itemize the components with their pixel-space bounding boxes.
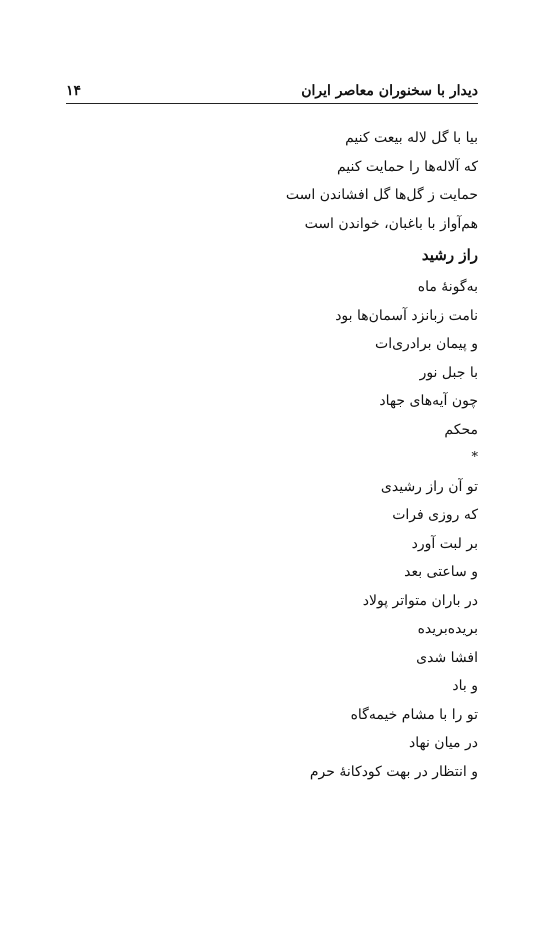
poem-line: محکم (444, 421, 478, 438)
poem-line: بر لبت آورد (411, 535, 478, 552)
poem-line: که روزی فرات (392, 507, 478, 523)
poem-line: افشا شدی (416, 649, 478, 666)
poem-line: حمایت ز گل‌ها گل افشاندن است (285, 187, 478, 203)
poem-line: بریده‌بریده (417, 621, 478, 637)
poem-line: نامت زبانزد آسمان‌ها بود (335, 307, 478, 324)
poem-line: و پیمان برادری‌ات (375, 336, 478, 352)
poem-line: در میان نهاد (408, 735, 478, 751)
poem-line: و باد (452, 678, 478, 694)
poem-line: تو آن راز رشیدی (380, 478, 478, 495)
poem-line: و ساعتی بعد (404, 564, 478, 580)
poem-line: با جبل نور (419, 364, 478, 381)
poem-title: راز رشید (421, 246, 478, 264)
poem-line: که آلاله‌ها را حمایت کنیم (336, 158, 478, 175)
poem-line: در باران متواتر پولاد (362, 592, 478, 609)
poem-body (66, 124, 478, 786)
page-number: ۱۴ (66, 83, 82, 99)
poem-line: تو را با مشام خیمه‌گاه (350, 706, 478, 723)
stanza-separator: * (471, 450, 478, 465)
running-header-title: دیدار با سخنوران معاصر ایران (301, 83, 478, 99)
poem-line: و انتظار در بهت کودکانهٔ حرم (309, 763, 478, 780)
running-header (66, 79, 478, 104)
poem-line: هم‌آواز با باغبان، خواندن است (304, 215, 478, 232)
poem-line: بیا با گل لاله بیعت کنیم (345, 130, 478, 146)
poem-line: به‌گونهٔ ماه (417, 279, 478, 295)
poem-line: چون آیه‌های جهاد (379, 393, 478, 409)
